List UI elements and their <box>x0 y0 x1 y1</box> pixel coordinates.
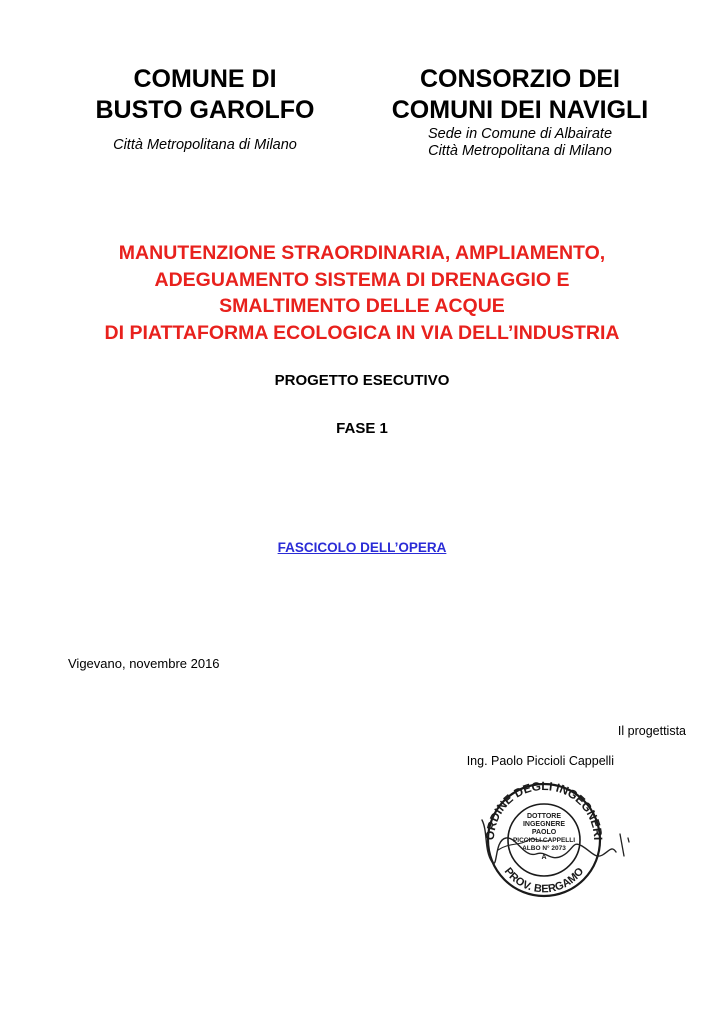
consortium-title-line1: CONSORZIO DEI <box>419 65 620 93</box>
consortium-subtitle-city: Città Metropolitana di Milano <box>428 143 612 159</box>
project-stage: FASE 1 <box>336 420 388 437</box>
place-date: Vigevano, novembre 2016 <box>68 656 220 671</box>
stamp-bottom-text: PROV. BERGAMO <box>501 865 587 896</box>
right-header <box>370 64 670 160</box>
stamp-line2: INGEGNERE <box>522 821 566 828</box>
left-header <box>60 64 350 154</box>
stamp-line1: DOTTORE <box>526 813 562 820</box>
document-link-container <box>0 540 724 555</box>
consortium-title-line2: COMUNI DEI NAVIGLI <box>391 96 649 124</box>
designer-label: Il progettista <box>617 724 686 738</box>
stamp-line4: PICCIOLI CAPPELLI <box>512 837 576 844</box>
designer-name: Ing. Paolo Piccioli Cappelli <box>466 754 614 768</box>
document-link[interactable]: FASCICOLO DELL’OPERA <box>277 540 447 555</box>
project-title-line4: DI PIATTAFORMA ECOLOGICA IN VIA DELL’INDUSTRIA <box>104 321 620 344</box>
municipality-title-line1: COMUNE DI <box>133 65 277 93</box>
project-title-line3: SMALTIMENTO DELLE ACQUE <box>219 295 505 317</box>
municipality-title-line2: BUSTO GAROLFO <box>95 96 315 124</box>
stamp-top-text: ORDINE DEGLI INGEGNERI <box>482 780 606 841</box>
stamp-line3: PAOLO <box>531 829 557 836</box>
signature-stroke <box>620 834 629 856</box>
stamp-line6: A <box>541 854 547 861</box>
professional-stamp <box>454 780 634 900</box>
project-title <box>30 240 694 346</box>
project-type: PROGETTO ESECUTIVO <box>274 372 450 389</box>
stamp-seal-icon <box>454 780 634 900</box>
project-title-line1: MANUTENZIONE STRAORDINARIA, AMPLIAMENTO, <box>118 242 606 264</box>
consortium-subtitle-seat: Sede in Comune di Albairate <box>427 126 613 142</box>
project-title-line2: ADEGUAMENTO SISTEMA DI DRENAGGIO E <box>154 268 570 291</box>
stamp-line5: ALBO N° 2073 <box>522 845 566 852</box>
svg-text:PROV. BERGAMO <box>502 865 587 895</box>
municipality-subtitle: Città Metropolitana di Milano <box>113 137 297 153</box>
